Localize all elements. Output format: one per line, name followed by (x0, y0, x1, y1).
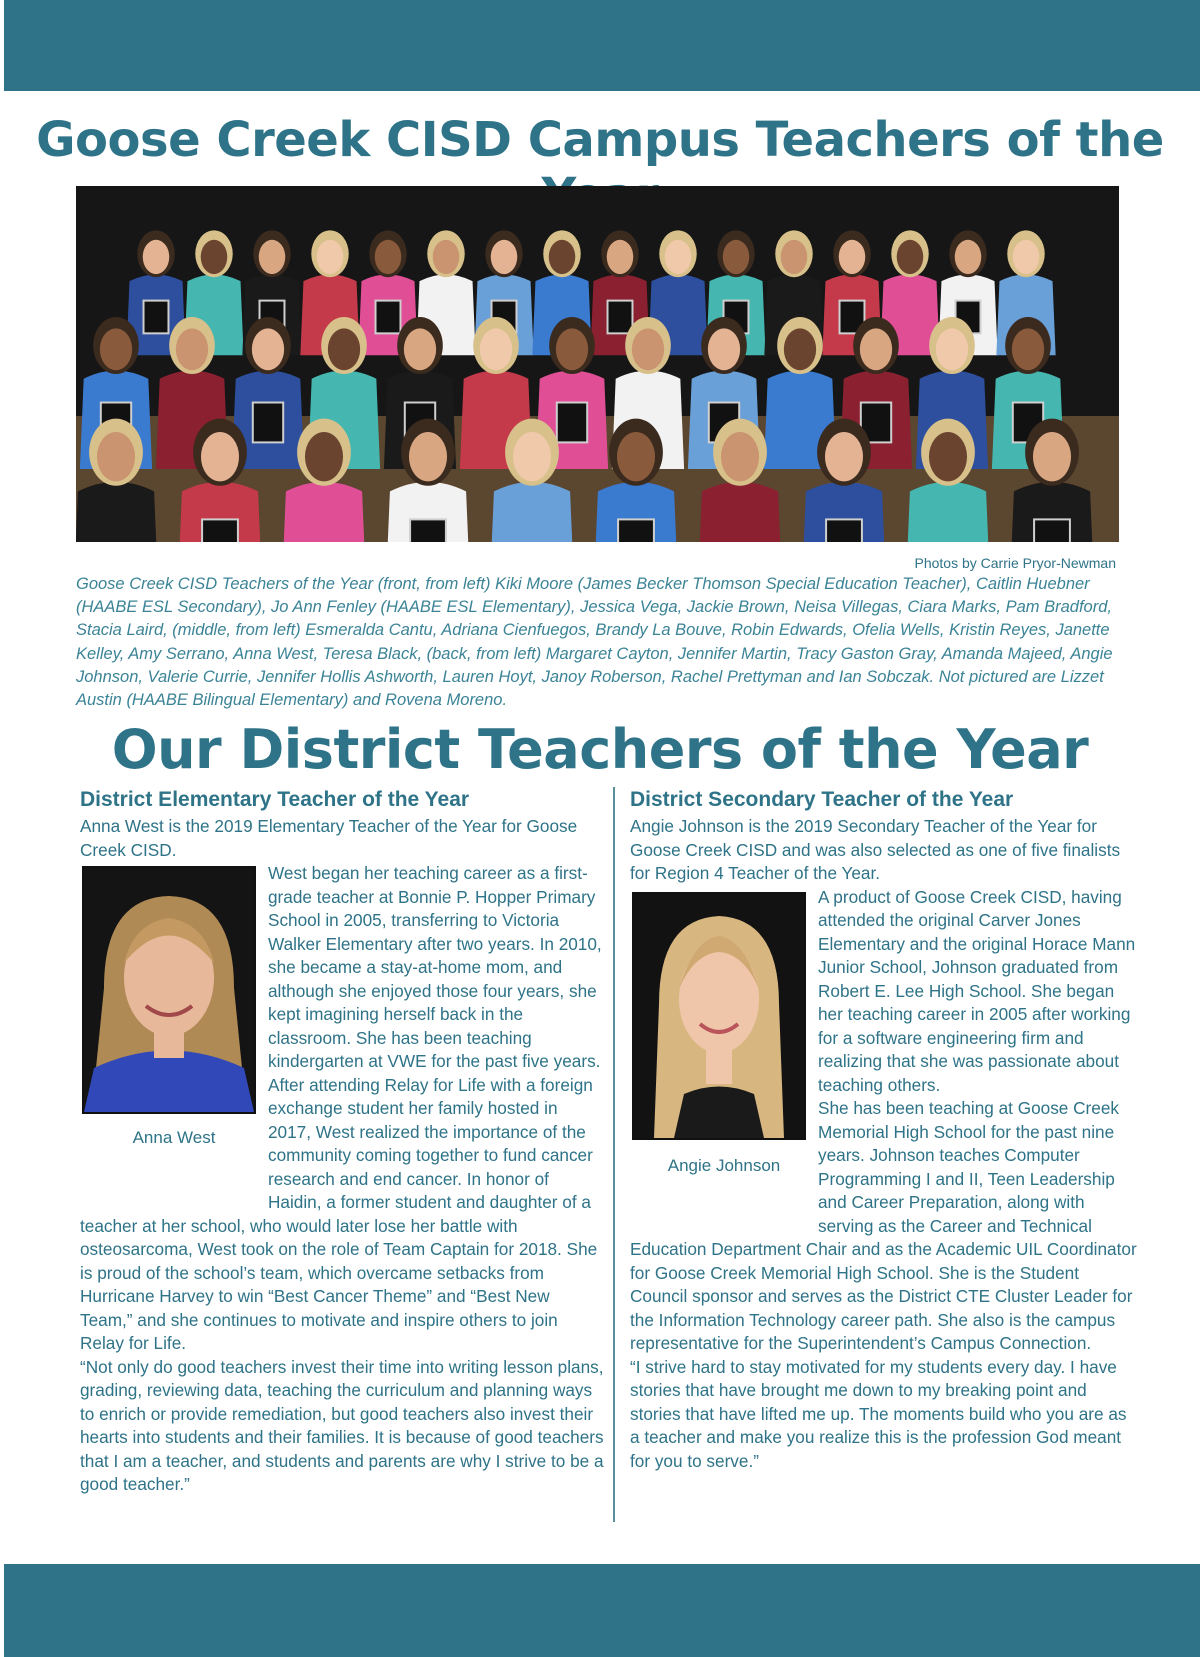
secondary-paragraph: Angie Johnson is the 2019 Secondary Teacher of the Year for Goose Creek CISD and was also selected as one of five finalists for Region 4 Teacher of the Year. (630, 816, 1121, 883)
secondary-paragraph: A product of Goose Creek CISD, having attended the original Carver Jones Elementary and the original Horace Mann Junior School, Johnson graduated from Robert E. Lee High School. She began her teaching career in 2005 after working for a software engineering firm and realizing that she was passionate about teaching others. (818, 886, 1136, 1095)
secondary-heading: District Secondary Teacher of the Year (630, 788, 1014, 811)
secondary-portrait-caption: Angie Johnson (667, 1155, 781, 1175)
elementary-column (80, 787, 605, 1497)
page-title: Goose Creek CISD Campus Teachers of the (36, 112, 1164, 168)
elementary-paragraph: After attending Relay for Life with a foreign exchange student her family hosted in 2017, West realized the importance of the community coming together to fund cancer research and end cancer. In honor of Haidin, a former student and daughter of a teacher at her school, who would later lose her battle with osteosarcoma, West took on the role of Team Captain for 2018. She is proud of the school’s team, which overcame setbacks from Hurricane Harvey to win “Best Cancer Theme” and “Best New Team,” and she continues to motivate and inspire others to join Relay for Life. (80, 1074, 598, 1353)
angie-johnson-portrait (632, 892, 806, 1140)
secondary-paragraph: “I strive hard to stay motivated for my students every day. I have stories that have brought me down to my breaking point and stories that have lifted me up. The moments build who you are as a teacher and make you realize this is the profession God meant for you to serve.” (630, 1356, 1127, 1471)
photo-credit: Photos by Carrie Pryor-Newman (914, 555, 1116, 571)
elementary-paragraph: West began her teaching career as a first-grade teacher at Bonnie P. Hopper Primary School in 2005, transferring to Victoria Walker Elementary after two years. In 2010, she became a stay-at-home mom, and although she enjoyed those four years, she kept imagining herself back in the classroom. She has been teaching kindergarten at VWE for the past five years. (268, 863, 602, 1071)
secondary-column (630, 787, 1140, 1473)
photo-caption: Goose Creek CISD Teachers of the Year (front, from left) Kiki Moore (James Becker Thomson Special Education Teacher), Caitlin Huebner (HAABE ESL Secondary), Jo Ann Fenley (HAABE ESL Elementary), Jessica Vega, Jackie Brown, Neisa Villegas, Ciara Marks, Pam Bradford, Stacia Laird, (middle, from left) Esmeralda Cantu, Adriana Cienfuegos, Brandy La Bouve, Robin Edwards, Ofelia Wells, Kristin Reyes, Janette Kelley, Amy Serrano, Anna West, Teresa Black, (back, from left) Margaret Cayton, Jennifer Martin, Tracy Gaston Gray, Amanda Majeed, Angie Johnson, Valerie Currie, Jennifer Hollis Ashworth, Lauren Hoyt, Janoy Roberson, Rachel Prettyman and Ian Sobczak. Not pictured are Lizzet Austin (HAABE Bilingual Elementary) and Rovena Moreno. (76, 575, 1113, 710)
elementary-portrait-block (80, 866, 268, 1212)
bottom-banner (4, 1564, 1200, 1657)
secondary-portrait-block (630, 892, 818, 1228)
elementary-portrait-caption: Anna West (132, 1128, 216, 1147)
column-divider (613, 787, 615, 1522)
district-title: Our District Teachers of the Year (111, 718, 1089, 781)
elementary-paragraph: “Not only do good teachers invest their time into writing lesson plans, grading, reviewing data, teaching the curriculum and planning ways to enrich or provide remediation, but good teachers also invest their hearts into students and their families. It is because of good teachers that I am a teacher, and students and parents are why I strive to be a good teacher.” (80, 1356, 604, 1494)
elementary-paragraph: Anna West is the 2019 Elementary Teacher of the Year for Goose Creek CISD. (80, 816, 578, 860)
elementary-heading: District Elementary Teacher of the Year (80, 788, 470, 811)
group-photo (76, 186, 1119, 542)
top-banner (4, 0, 1200, 91)
anna-west-portrait (82, 866, 256, 1114)
group-photo-illustration (76, 186, 1119, 542)
secondary-paragraph: She has been teaching at Goose Creek Memorial High School for the past nine years. Johnson teaches Computer Programming I and II, Teen Leadership and Career Preparation, along with serving as the Career and Technical Education Department Chair and as the Academic UIL Coordinator for Goose Creek Memorial High School. She is the Student Council sponsor and serves as the District CTE Cluster Leader for the Information Technology career path. She also is the campus representative for the Superintendent’s Campus Connection. (630, 1098, 1137, 1353)
